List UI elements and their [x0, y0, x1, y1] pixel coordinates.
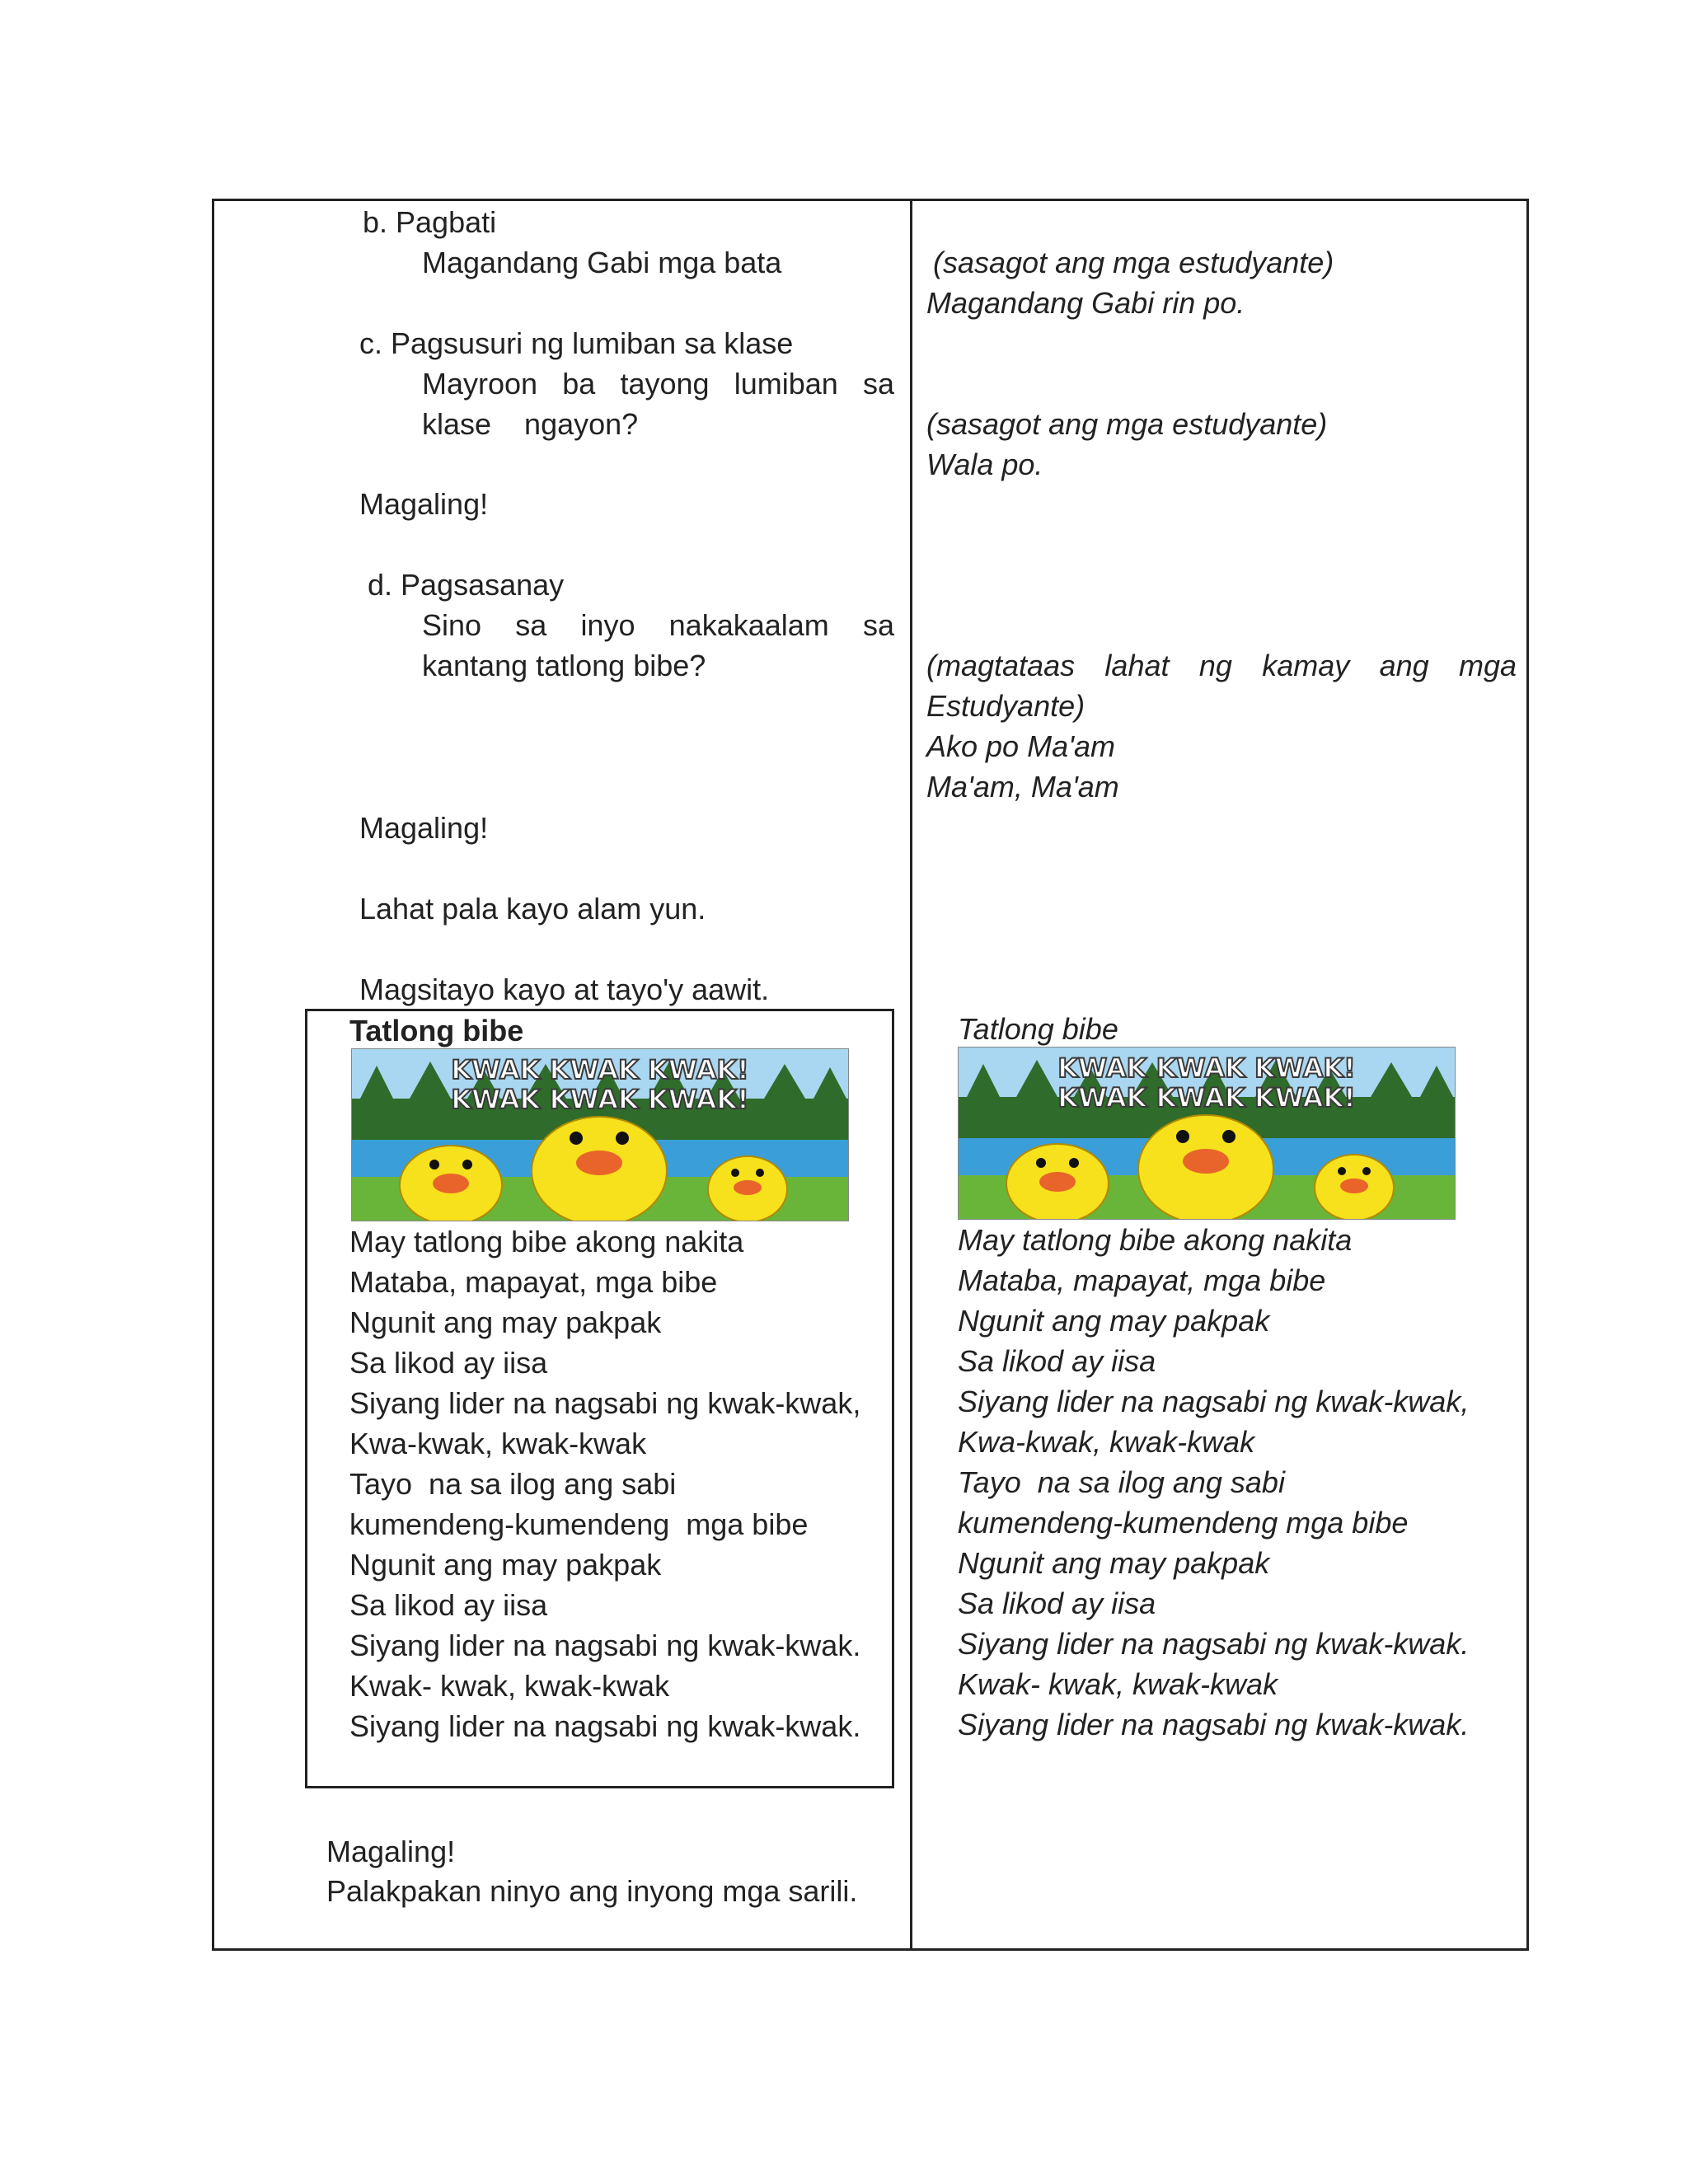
lyric-line: Siyang lider na nagsabi ng kwak-kwak. [349, 1629, 861, 1662]
lumiban-question-line2: klase ngayon? [422, 407, 639, 441]
lyric-line: Ngunit ang may pakpak [349, 1305, 662, 1339]
lyric-line: Sa likod ay iisa [958, 1586, 1156, 1620]
ducks-image [351, 1048, 849, 1221]
pagsasanay-question-line2: kantang tatlong bibe? [422, 649, 706, 682]
student-response: Ma'am, Ma'am [926, 770, 1119, 804]
lyric-line: Kwa-kwak, kwak-kwak [349, 1427, 647, 1460]
lyric-line: Sa likod ay iisa [349, 1346, 548, 1380]
image-text-line2: KWAK KWAK KWAK! [1057, 1082, 1356, 1113]
lyric-line: Mataba, mapayat, mga bibe [958, 1263, 1326, 1297]
lyric-line: Kwa-kwak, kwak-kwak [958, 1425, 1255, 1459]
student-response: Ako po Ma'am [926, 729, 1115, 763]
lyric-line: Ngunit ang may pakpak [958, 1546, 1270, 1580]
lyric-line: Ngunit ang may pakpak [349, 1548, 662, 1582]
lyric-line: Siyang lider na nagsabi ng kwak-kwak, [958, 1385, 1470, 1418]
lyric-line: Kwak- kwak, kwak-kwak [349, 1669, 670, 1703]
lyric-line: kumendeng-kumendeng mga bibe [349, 1507, 809, 1541]
pagsasanay-heading: d. Pagsasanay [368, 568, 565, 602]
lyric-line: Tayo na sa ilog ang sabi [349, 1467, 677, 1501]
column-divider [910, 199, 912, 1951]
student-response-note: (sasagot ang mga estudyante) [933, 246, 1334, 279]
pagbati-heading: b. Pagbati [363, 205, 497, 239]
lumiban-heading: c. Pagsusuri ng lumiban sa klase [359, 326, 794, 360]
lyric-line: Sa likod ay iisa [958, 1344, 1156, 1378]
pagsasanay-question-line1: Sino sa inyo nakakaalam sa [422, 608, 894, 642]
song-title-right: Tatlong bibe [958, 1012, 1118, 1046]
student-response: Wala po. [926, 448, 1043, 481]
image-text-line1: KWAK KWAK KWAK! [451, 1054, 749, 1085]
lyric-line: Siyang lider na nagsabi ng kwak-kwak. [349, 1709, 861, 1743]
image-text-line1: KWAK KWAK KWAK! [1057, 1052, 1356, 1084]
palakpakan-text: Palakpakan ninyo ang inyong mga sarili. [326, 1874, 858, 1908]
magaling-text: Magaling! [359, 487, 489, 521]
lyric-line: kumendeng-kumendeng mga bibe [958, 1506, 1409, 1540]
lyric-line: May tatlong bibe akong nakita [958, 1223, 1353, 1257]
student-response: Magandang Gabi rin po. [926, 286, 1245, 320]
song-title: Tatlong bibe [349, 1014, 524, 1047]
lyric-line: Kwak- kwak, kwak-kwak [958, 1667, 1278, 1701]
song-lyrics-left [349, 1221, 860, 1746]
lyric-line: Siyang lider na nagsabi ng kwak-kwak. [958, 1627, 1470, 1661]
lyric-line: Sa likod ay iisa [349, 1588, 548, 1622]
magaling-text: Magaling! [326, 1835, 456, 1868]
song-lyrics-right [958, 1220, 1469, 1745]
lyric-line: Tayo na sa ilog ang sabi [958, 1465, 1285, 1499]
lyric-line: May tatlong bibe akong nakita [349, 1225, 744, 1258]
magaling-text: Magaling! [359, 811, 489, 845]
image-text-line2: KWAK KWAK KWAK! [451, 1084, 749, 1115]
magtataas-line2: Estudyante) [926, 689, 1085, 723]
lyric-line: Siyang lider na nagsabi ng kwak-kwak. [958, 1708, 1470, 1741]
student-response-note: (sasagot ang mga estudyante) [926, 407, 1328, 441]
lyric-line: Ngunit ang may pakpak [958, 1304, 1270, 1338]
pagbati-greeting: Magandang Gabi mga bata [422, 246, 782, 279]
magsitayo-text: Magsitayo kayo at tayo'y aawit. [359, 972, 770, 1006]
lyric-line: Mataba, mapayat, mga bibe [349, 1265, 718, 1299]
lahat-text: Lahat pala kayo alam yun. [359, 892, 706, 926]
lumiban-question-line1: Mayroon ba tayong lumiban sa [422, 367, 894, 401]
ducks-image [958, 1047, 1456, 1220]
lyric-line: Siyang lider na nagsabi ng kwak-kwak, [349, 1386, 861, 1420]
magtataas-line1: (magtataas lahat ng kamay ang mga [926, 649, 1517, 682]
